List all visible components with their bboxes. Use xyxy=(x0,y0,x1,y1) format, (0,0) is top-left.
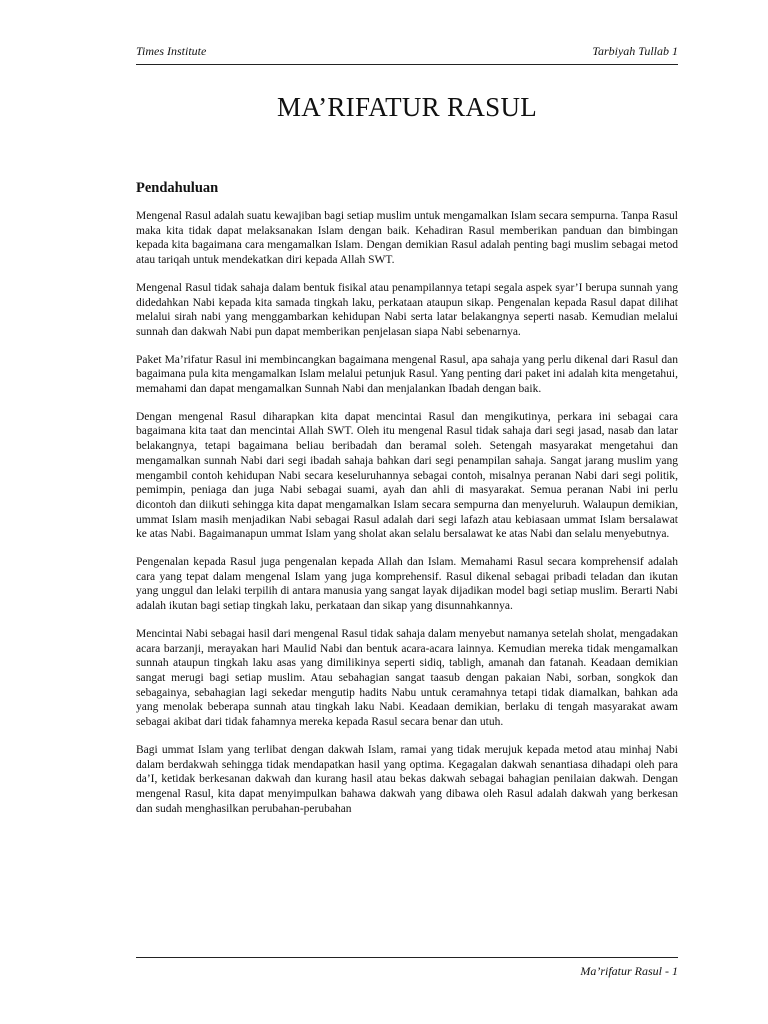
paragraph: Paket Ma’rifatur Rasul ini membincangkan bagaimana mengenal Rasul, apa sahaja yang perlu dikenal dari Rasul dan bagaimana pula kita mengamalkan Islam melalui petunjuk Rasul. Yang penting dari paket ini adalah kita mengetahui, memahami dan dapat mengamalkan Sunnah Nabi dan menjalankan Ibadah dengan baik. xyxy=(136,353,678,396)
paragraph: Dengan mengenal Rasul diharapkan kita dapat mencintai Rasul dan mengikutinya, perkara ini sebagai cara bagaimana kita taat dan mencintai Allah SWT. Oleh itu mengenal Rasul tidak sahaja dari segi jasad, nasab dan latar belakangnya, tetapi bagaimana beliau beribadah dan beramal soleh. Setengah masyarakat mengetahui dan mengamalkan sunnah Nabi dari segi ibadah sahaja bahkan dari segi penampilan sahaja. Sangat jarang muslim yang mengambil contoh kehidupan Nabi secara keseluruhannya sebagai contoh, misalnya peranan Nabi dari segi politik, pemimpin, peniaga dan juga Nabi sebagai suami, ayah dan ahli di masyarakat. Semua peranan Nabi ini perlu dicontoh dan diikuti sehingga kita dapat mengamalkan Islam secara sempurna dan menyeluruh. Walaupun demikian, ummat Islam masih menjadikan Nabi sebagai Rasul adalah dari segi lafazh atau kebiasaan ummat Islam bersalawat ke atas Nabi. Bagaimanapun ummat Islam yang sholat akan selalu bersalawat ke atas Nabi dan selalu menyebutnya. xyxy=(136,410,678,541)
paragraph: Mengenal Rasul tidak sahaja dalam bentuk fisikal atau penampilannya tetapi segala aspek syar’I berupa sunnah yang didedahkan Nabi kepada kita samada tingkah laku, perkataan ataupun sikap. Pengenalan kepada Rasul dapat dilihat melalui sirah nabi yang menggambarkan kehidupan Nabi serta latar belakangnya seperti nasab. Kemudian melalui sunnah dan dakwah Nabi pun dapat memberikan penjelasan siapa Nabi sebenarnya. xyxy=(136,281,678,338)
paragraph: Pengenalan kepada Rasul juga pengenalan kepada Allah dan Islam. Memahami Rasul secara komprehensif adalah cara yang tepat dalam mengenal Islam yang juga komprehensif. Rasul dikenal sebagai pribadi teladan dan ikutan yang unggul dan lelaki terpilih di antara manusia yang sangat layak dijadikan model bagi setiap muslim. Berarti Nabi adalah ikutan bagi setiap tingkah laku, perkataan dan sikap yang disunnahkannya. xyxy=(136,556,678,613)
document-title: MA’RIFATUR RASUL xyxy=(276,92,538,122)
header-series: Tarbiyah Tullab 1 xyxy=(592,44,678,58)
body-text xyxy=(136,209,678,829)
page-footer: Ma’rifatur Rasul - 1 xyxy=(580,964,678,978)
section-heading: Pendahuluan xyxy=(136,180,219,196)
paragraph: Mengenal Rasul adalah suatu kewajiban bagi setiap muslim untuk mengamalkan Islam secara sempurna. Tanpa Rasul maka kita tidak dapat melaksanakan Islam dengan baik. Kehadiran Rasul memberikan panduan dan bimbingan kepada kita bagaimana cara mengamalkan Islam. Dengan demikian Rasul adalah penting bagi muslim sebagai metod atau tariqah untuk mendekatkan diri kepada Allah SWT. xyxy=(136,210,678,267)
paragraph: Mencintai Nabi sebagai hasil dari mengenal Rasul tidak sahaja dalam menyebut namanya setelah sholat, mengadakan acara barzanji, merayakan hari Maulid Nabi dan bentuk acara-acara lainnya. Kemudian mereka tidak mengamalkan sunnah ataupun tingkah laku asas yang dimilikinya seperti sidiq, tabligh, amanah dan fatanah. Keadaan demikian sangat merugi bagi setiap muslim. Atau sebahagian sangat taasub dengan pakaian Nabi, sorban, songkok dan sebagainya, sebahagian lagi sekedar mengutip hadits Nabu untuk ceramahnya tetapi tidak diamalkan, bahkan ada yang menolak beberapa sunnah atau tingkah laku Nabi. Keadaan demikian, berlaku di tengah masyarakat awam sebagai akibat dari tidak fahamnya mereka kepada Rasul secara benar dan utuh. xyxy=(136,627,678,729)
header-divider xyxy=(136,64,678,65)
footer-divider xyxy=(136,957,678,958)
header-institute: Times Institute xyxy=(136,44,207,58)
paragraph: Bagi ummat Islam yang terlibat dengan dakwah Islam, ramai yang tidak merujuk kepada metod atau minhaj Nabi dalam berdakwah sehingga tidak mendapatkan hasil yang optima. Kegagalan dakwah senantiasa dihadapi oleh para da’I, ketidak berkesanan dakwah dan kurang hasil atau bekas dakwah sebagai bahagian penilaian dakwah. Dengan mengenal Rasul, kita dapat menyimpulkan bahawa dakwah yang dibawa oleh Rasul adalah dakwah yang berkesan dan sudah menghasilkan perubahan-perubahan xyxy=(136,743,678,815)
page-header xyxy=(136,44,678,59)
